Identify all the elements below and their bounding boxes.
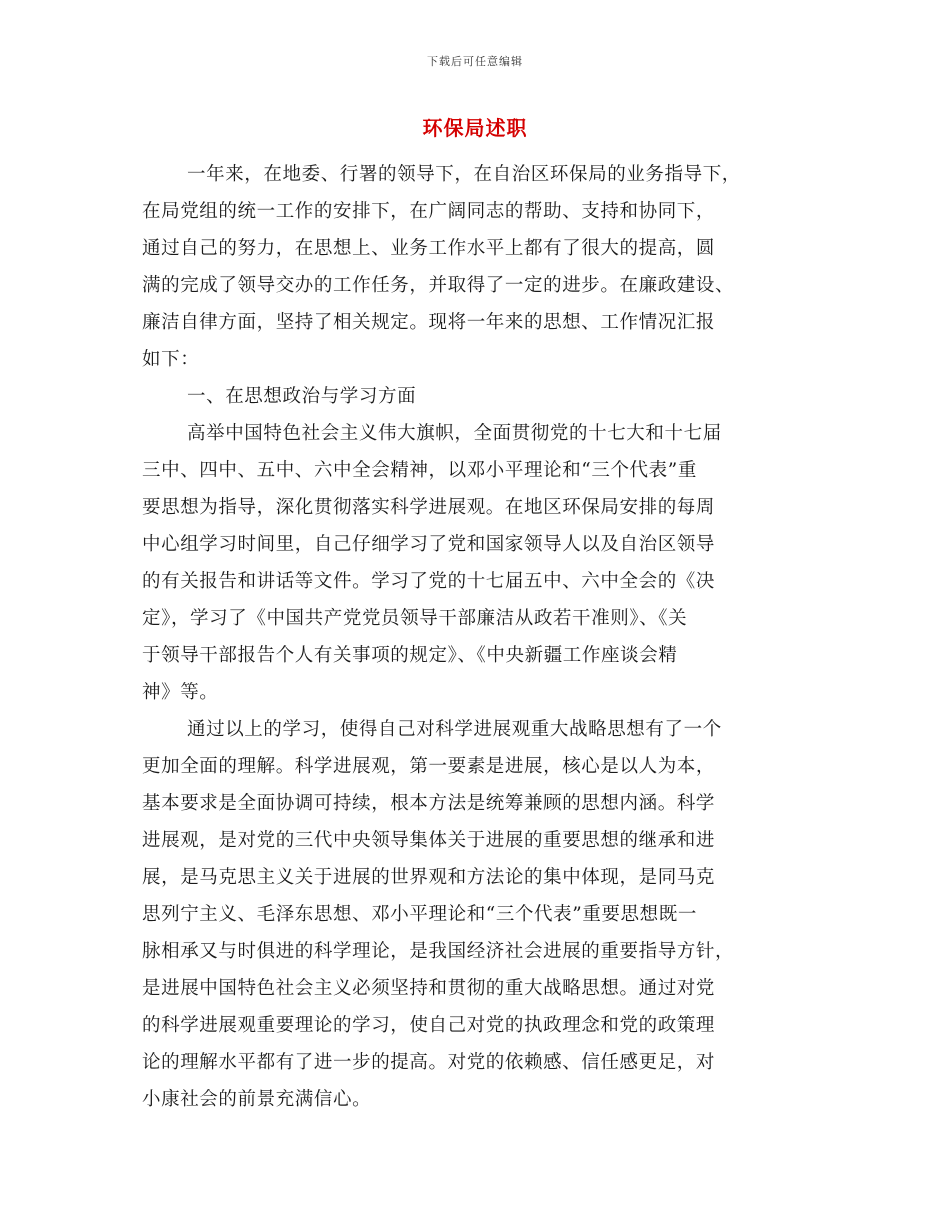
text-line: 如下： (142, 349, 200, 370)
text-line: 满的完成了领导交办的工作任务，并取得了一定的进步。在廉政建设、 (142, 275, 735, 296)
text-line: 一年来，在地委、行署的领导下，在自治区环保局的业务指导下， (187, 164, 741, 185)
text-line: 三中、四中、五中、六中全会精神，以邓小平理论和“三个代表”重 (142, 460, 697, 481)
text-line: 的有关报告和讲话等文件。学习了党的十七届五中、六中全会的《决 (142, 571, 716, 592)
text-line: 定》，学习了《中国共产党党员领导干部廉洁从政若干准则》、《关 (142, 608, 688, 629)
text-line: 更加全面的理解。科学进展观，第一要素是进展，核心是以人为本， (142, 756, 716, 777)
document-title: 环保局述职 (422, 116, 528, 140)
text-line: 的科学进展观重要理论的学习，使自己对党的执政理念和党的政策理 (142, 1015, 716, 1036)
text-line: 基本要求是全面协调可持续，根本方法是统筹兼顾的思想内涵。科学 (142, 793, 716, 814)
text-line: 展，是马克思主义关于进展的世界观和方法论的集中体现，是同马克 (142, 867, 716, 888)
text-line: 论的理解水平都有了进一步的提高。对党的依赖感、信任感更足，对 (142, 1052, 716, 1073)
text-line: 高举中国特色社会主义伟大旗帜，全面贯彻党的十七大和十七届 (187, 423, 722, 444)
text-line: 要思想为指导，深化贯彻落实科学进展观。在地区环保局安排的每周 (142, 497, 716, 518)
text-line: 是进展中国特色社会主义必须坚持和贯彻的重大战略思想。通过对党 (142, 978, 716, 999)
text-line: 进展观，是对党的三代中央领导集体关于进展的重要思想的继承和进 (142, 830, 716, 851)
text-line: 脉相承又与时俱进的科学理论，是我国经济社会进展的重要指导方针， (142, 941, 735, 962)
text-line: 神》等。 (142, 682, 219, 703)
text-line: 一、在思想政治与学习方面 (187, 386, 417, 407)
header-note: 下载后可任意编辑 (427, 55, 523, 68)
text-line: 在局党组的统一工作的安排下，在广阔同志的帮助、支持和协同下， (142, 201, 716, 222)
text-line: 廉洁自律方面，坚持了相关规定。现将一年来的思想、工作情况汇报 (142, 312, 716, 333)
text-line: 通过以上的学习，使得自己对科学进展观重大战略思想有了一个 (187, 719, 722, 740)
text-line: 思列宁主义、毛泽东思想、邓小平理论和“三个代表”重要思想既一 (142, 904, 697, 925)
text-line: 中心组学习时间里，自己仔细学习了党和国家领导人以及自治区领导 (142, 534, 716, 555)
text-line: 小康社会的前景充满信心。 (142, 1089, 372, 1110)
document-body (142, 156, 812, 1118)
text-line: 通过自己的努力，在思想上、业务工作水平上都有了很大的提高，圆 (142, 238, 716, 259)
text-line: 于领导干部报告个人有关事项的规定》、《中央新疆工作座谈会精 (142, 645, 678, 666)
